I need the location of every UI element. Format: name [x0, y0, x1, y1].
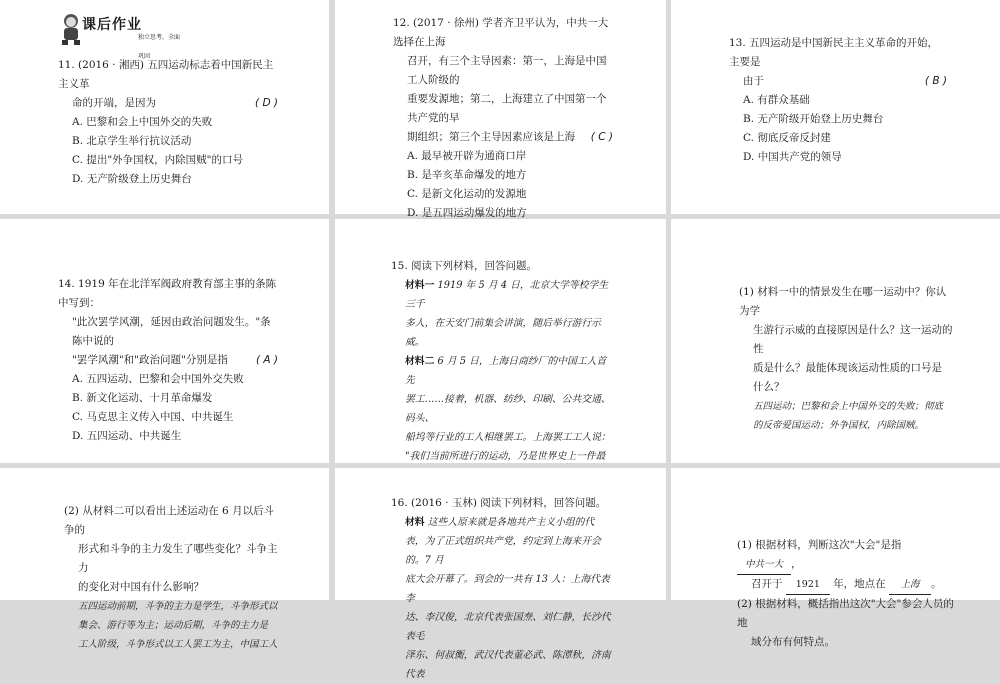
option-a: A. 有群众基础	[743, 94, 810, 106]
handwritten-answer: 集会、游行等为主；运动后期，斗争的主力是	[78, 620, 269, 631]
material-label: 材料一	[405, 280, 435, 291]
option-c: C. 提出"外争国权，内除国贼"的口号	[72, 154, 243, 166]
option-c: C. 马克思主义传入中国、中共诞生	[72, 411, 234, 423]
option-b: B. 新文化运动、十月革命爆发	[72, 392, 213, 404]
question-stem-line: 重要发源地；第二，上海建立了中国第一个共产党的早	[407, 93, 607, 124]
question-16-2: (2) 根据材料，概括指出这次"大会"参会人员的地	[737, 598, 954, 629]
material-text: 表，为了正式组织共产党，约定到上海来开会的。7 月	[405, 536, 601, 566]
question-text: (1) 根据材料，判断这次"大会"是指	[737, 539, 902, 551]
question-line: (1) 材料一中的情景发生在哪一运动中？你认为学	[739, 286, 947, 317]
question-13	[729, 34, 947, 167]
option-b: B. 是辛亥革命爆发的地方	[407, 169, 527, 181]
logo-title: 课后作业	[82, 17, 142, 33]
option-c: C. 彻底反帝反封建	[743, 132, 831, 144]
question-stem-line	[58, 351, 278, 370]
answer-blank-place: 上海	[889, 575, 931, 595]
material-text: 底大会开幕了。到会的一共有 13 人：上海代表李	[405, 574, 610, 604]
material-text: "我们当前所进行的运动，乃是世界史上一件最	[405, 451, 606, 462]
option-b: B. 北京学生举行抗议活动	[72, 135, 192, 147]
answer-blank-year: 1921	[786, 575, 830, 595]
option-a: A. 五四运动、巴黎和会中国外交失败	[72, 373, 244, 385]
material-text: 泽东、何叔衡，武汉代表董必武、陈潭秋，济南代表	[405, 650, 611, 680]
question-16-panel	[335, 468, 666, 680]
question-stem-line: 12. (2017 · 徐州) 学者齐卫平认为，中共一大选择在上海	[393, 17, 609, 48]
question-15-2	[64, 502, 282, 654]
question-stem-text: 命的开端，是因为	[72, 97, 156, 109]
option-d: D. 是五四运动爆发的地方	[407, 207, 527, 219]
question-15-panel	[335, 219, 666, 463]
question-line: 什么？	[753, 381, 785, 393]
question-stem-line: 11. (2016 · 湘西) 五四运动标志着中国新民主主义革	[58, 59, 274, 90]
option-c: C. 是新文化运动的发源地	[407, 188, 527, 200]
question-stem-line	[729, 72, 947, 91]
question-16	[391, 494, 615, 684]
question-stem-line: 召开，有三个主导因素：第一，上海是中国工人阶级的	[407, 55, 607, 86]
material	[391, 513, 615, 532]
question-stem-text: "罢学风潮"和"政治问题"分别是指	[72, 354, 228, 366]
material-text: 船坞等行业的工人相继罢工。上海罢工工人说：	[405, 432, 611, 443]
material-label: 材料	[405, 517, 425, 528]
option-d: D. 无产阶级登上历史舞台	[72, 173, 192, 185]
option-a: A. 最早被开辟为通商口岸	[407, 150, 527, 162]
question-14-panel	[0, 219, 329, 463]
question-line: (2) 从材料二可以看出上述运动在 6 月以后斗争的	[64, 505, 275, 536]
question-line: 的变化对中国有什么影响？	[78, 581, 204, 593]
handwritten-answer: 五四运动；巴黎和会上中国外交的失败；彻底	[753, 401, 944, 412]
student-mascot-icon	[58, 12, 84, 46]
question-11	[58, 56, 278, 189]
option-d: D. 中国共产党的领导	[743, 151, 842, 163]
question-text: 。	[931, 578, 942, 590]
option-b: B. 无产阶级开始登上历史舞台	[743, 113, 884, 125]
answer-choice: ( A )	[255, 354, 278, 366]
question-stem-line: 16. (2016 · 玉林) 阅读下列材料，回答问题。	[391, 497, 607, 509]
handwritten-answer: 五四运动前期，斗争的主力是学生，斗争形式以	[78, 601, 278, 612]
option-a: A. 巴黎和会上中国外交的失败	[72, 116, 213, 128]
question-11-panel	[0, 0, 329, 214]
question-stem-text: 由于	[743, 75, 764, 87]
material-text: 罢工……接着，机器、纺纱、印刷、公共交通、码头、	[405, 394, 611, 424]
question-line	[737, 536, 957, 575]
material-text: 多人，在天安门前集会讲演，随后举行游行示威。	[405, 318, 601, 348]
homework-logo	[58, 12, 184, 60]
question-line	[737, 575, 957, 595]
handwritten-answer: 的反帝爱国运动；外争国权，内除国贼。	[753, 420, 925, 431]
material-label: 材料二	[405, 356, 435, 367]
question-text: 年，地点在	[833, 578, 886, 590]
logo-subtitle: 独立思考，全面巩固	[138, 34, 181, 60]
material-2	[391, 352, 615, 390]
material-1	[391, 276, 615, 314]
question-stem-line: "此次罢学风潮，延因由政治问题发生。"条陈中说的	[72, 316, 271, 347]
option-d: D. 五四运动、中共诞生	[72, 430, 182, 442]
question-line: 形式和斗争的主力发生了哪些变化？斗争主力	[78, 543, 278, 574]
question-16-1	[737, 536, 957, 652]
question-line: 质是什么？最能体现该运动性质的口号是	[753, 362, 942, 374]
handwritten-answer: 工人阶级，斗争形式以工人罢工为主，中国工人	[78, 639, 278, 650]
question-line: 域分布有何特点。	[751, 636, 835, 648]
question-stem-line	[393, 128, 613, 147]
question-text: 召开于	[751, 578, 783, 590]
question-text: ，	[791, 558, 802, 570]
question-stem-line: 13. 五四运动是中国新民主主义革命的开始，主要是	[729, 37, 939, 68]
question-stem-line: 15. 阅读下列材料，回答问题。	[391, 260, 538, 272]
material-text: 1919 年 5 月 4 日，北京大学等校学生三千	[405, 280, 609, 310]
question-15-1-panel	[671, 219, 1000, 463]
answer-choice: ( B )	[924, 75, 947, 87]
material-text: 达、李汉俊，北京代表张国焘、刘仁静，长沙代表毛	[405, 612, 611, 642]
question-stem-line: 14. 1919 年在北洋军阀政府教育部主事的条陈中写到：	[58, 278, 277, 309]
question-12	[393, 14, 613, 223]
question-line: 生游行示威的直接原因是什么？这一运动的性	[753, 324, 953, 355]
question-15-1	[739, 283, 953, 435]
material-text: 这些人原来就是各地共产主义小组的代	[427, 517, 595, 528]
answer-choice: ( D )	[255, 97, 278, 109]
material-text: 6 月 5 日，上海日商纱厂的中国工人首先	[405, 356, 607, 386]
question-16-sub-panel	[671, 468, 1000, 648]
question-stem-line	[58, 94, 278, 113]
answer-blank-meeting: 中共一大	[737, 555, 791, 575]
answer-choice: ( C )	[590, 131, 613, 143]
question-stem-text: 期组织；第三个主导因素应该是上海	[407, 131, 575, 143]
question-12-panel	[335, 0, 666, 219]
question-15-2-panel	[0, 468, 329, 650]
question-14	[58, 275, 278, 446]
question-13-panel	[671, 0, 1000, 214]
